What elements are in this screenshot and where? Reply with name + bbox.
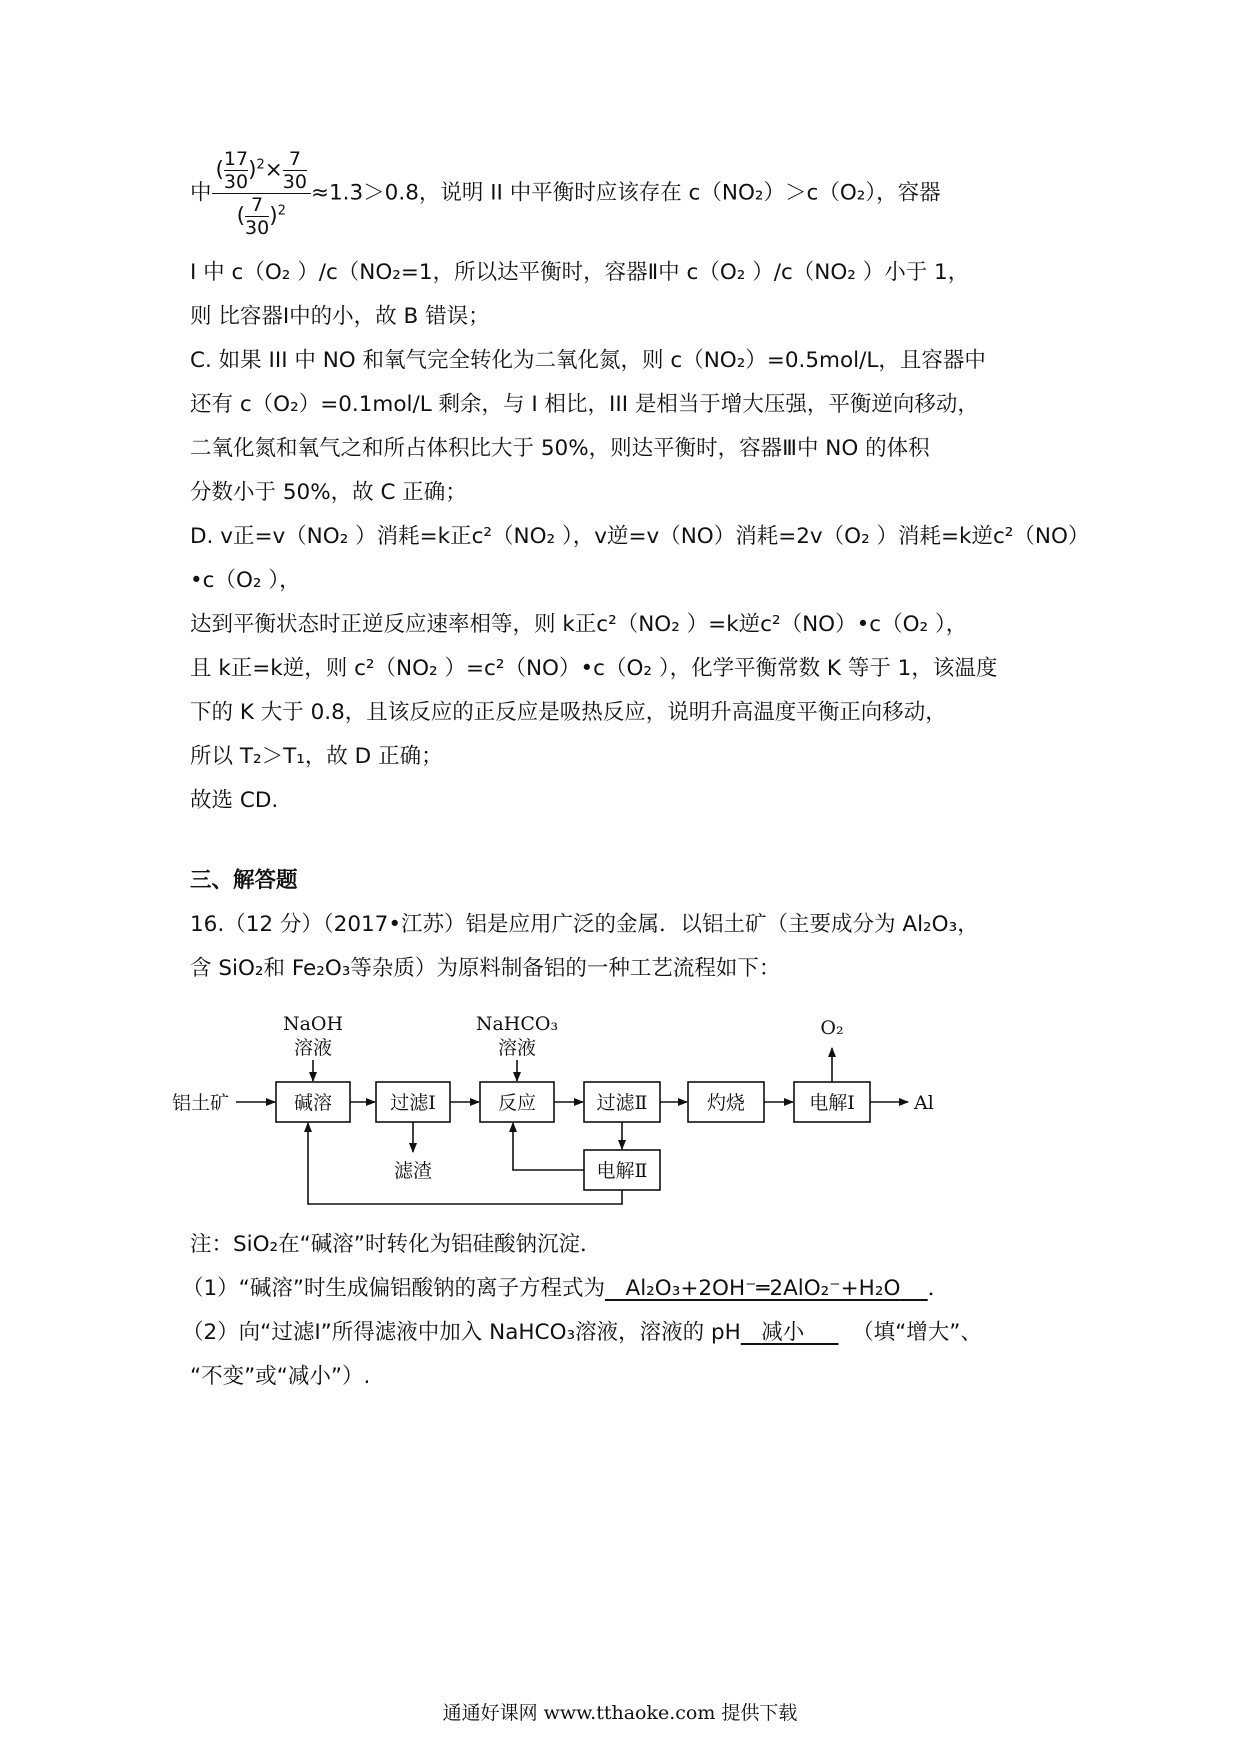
naoh-label: NaOH [282, 1013, 344, 1035]
section-title: 三、解答题 [190, 868, 298, 893]
solution-line-13: 所以 T₂＞T₁，故 D 正确； [190, 744, 443, 769]
q1-answer-text: Al₂O₃+2OH⁻═2AlO₂⁻+H₂O [625, 1276, 901, 1301]
q16-line-1: 16.（12 分）（2017•江苏）铝是应用广泛的金属．以铝土矿（主要成分为 Al₂O₃， [190, 912, 979, 937]
nahco3-label: NaHCO₃ [475, 1013, 559, 1035]
solution-line-5: 还有 c（O₂）=0.1mol/L 剩余，与 I 相比，III 是相当于增大压强，平衡逆向移动， [190, 392, 979, 417]
q16-sub-1 [182, 1274, 949, 1304]
box5-label: 灼烧 [706, 1092, 746, 1114]
q2-answer [741, 1320, 839, 1345]
solution-line-9: •c（O₂ ）， [190, 568, 301, 593]
q2-prefix: （2）向“过滤Ⅰ”所得滤液中加入 NaHCO₃溶液，溶液的 pH [182, 1320, 741, 1345]
q16-note: 注：SiO₂在“碱溶”时转化为铝硅酸钠沉淀． [190, 1232, 602, 1257]
frac-den-bot: 30 [245, 217, 270, 239]
fraction-denominator: ( $\frac{7}{30}$ )$^2$ [212, 193, 311, 239]
solution-line-11: 且 k正=k逆，则 c²（NO₂ ）=c²（NO）•c（O₂ ），化学平衡常数 K 等于 1，该温度 [190, 656, 998, 681]
solution-line-10: 达到平衡状态时正逆反应速率相等，则 k正c²（NO₂ ）=k逆c²（NO）•c（O₂ ）， [190, 612, 968, 637]
o2-label: O₂ [820, 1017, 844, 1039]
solution-line-1 [190, 148, 941, 239]
q1-prefix: （1）“碱溶”时生成偏铝酸钠的离子方程式为 [182, 1276, 605, 1301]
box6-label: 电解Ⅰ [809, 1092, 855, 1114]
solution-line-6: 二氧化氮和氧气之和所占体积比大于 50%，则达平衡时，容器Ⅲ中 NO 的体积 [190, 436, 930, 461]
q16-line-2: 含 SiO₂和 Fe₂O₃等杂质）为原料制备铝的一种工艺流程如下： [190, 956, 781, 981]
frac-b-bot: 30 [282, 171, 307, 193]
frac-a-bot: 30 [223, 171, 249, 193]
frac-b-top: 7 [288, 148, 301, 170]
box3-label: 反应 [497, 1092, 537, 1114]
output-label: Al [914, 1092, 934, 1114]
equilibrium-fraction [212, 148, 311, 239]
box7-label: 电解Ⅱ [596, 1160, 648, 1182]
solution-line-14: 故选 CD. [190, 788, 279, 813]
frac-den-top: 7 [251, 194, 264, 216]
solution-line-3: 则 比容器Ⅰ中的小，故 B 错误； [190, 304, 490, 329]
frac-a-top: 17 [223, 148, 249, 170]
solution-line-2: I 中 c（O₂ ）/c（NO₂=1，所以达平衡时，容器Ⅱ中 c（O₂ ）/c（NO₂ ）小于 1， [190, 260, 970, 285]
fraction-numerator: ( $\frac{17}{30}$ )$^2$× $\frac{7}{30}$ [215, 148, 307, 193]
q1-suffix: ． [927, 1276, 950, 1301]
q2-suffix: （填“增大”、 [852, 1320, 982, 1345]
page-footer: 通通好课网 www.tthaoke.com 提供下载 [442, 1702, 798, 1724]
process-flowchart [172, 1010, 1080, 1210]
q16-sub-2 [182, 1318, 982, 1348]
solution-line-12: 下的 K 大于 0.8，且该反应的正反应是吸热反应，说明升高温度平衡正向移动， [190, 700, 947, 725]
frac-prefix: 中 [190, 180, 212, 206]
q16-sub-2-line-2: “不变”或“减小”）. [190, 1364, 371, 1389]
solution-line-7: 分数小于 50%，故 C 正确； [190, 480, 467, 505]
input-label: 铝土矿 [172, 1092, 230, 1114]
naoh-solution-label: 溶液 [293, 1037, 333, 1059]
box2-label: 过滤Ⅰ [390, 1092, 436, 1114]
solution-line-4: C. 如果 III 中 NO 和氧气完全转化为二氧化氮，则 c（NO₂）=0.5mol/L，且容器中 [190, 348, 986, 373]
line1-rest: ≈1.3＞0.8，说明 II 中平衡时应该存在 c（NO₂）＞c（O₂），容器 [310, 180, 941, 206]
box4-label: 过滤Ⅱ [596, 1092, 648, 1114]
q2-answer-text: 减小 [761, 1320, 805, 1345]
q1-answer [605, 1276, 928, 1301]
box1-label: 碱溶 [293, 1092, 333, 1114]
residue-label: 滤渣 [393, 1160, 433, 1182]
nahco3-solution-label: 溶液 [497, 1037, 537, 1059]
solution-line-8: D. v正=v（NO₂ ）消耗=k正c²（NO₂ ），v逆=v（NO）消耗=2v（O₂ ）消耗=k逆c²（NO） [190, 524, 1090, 549]
